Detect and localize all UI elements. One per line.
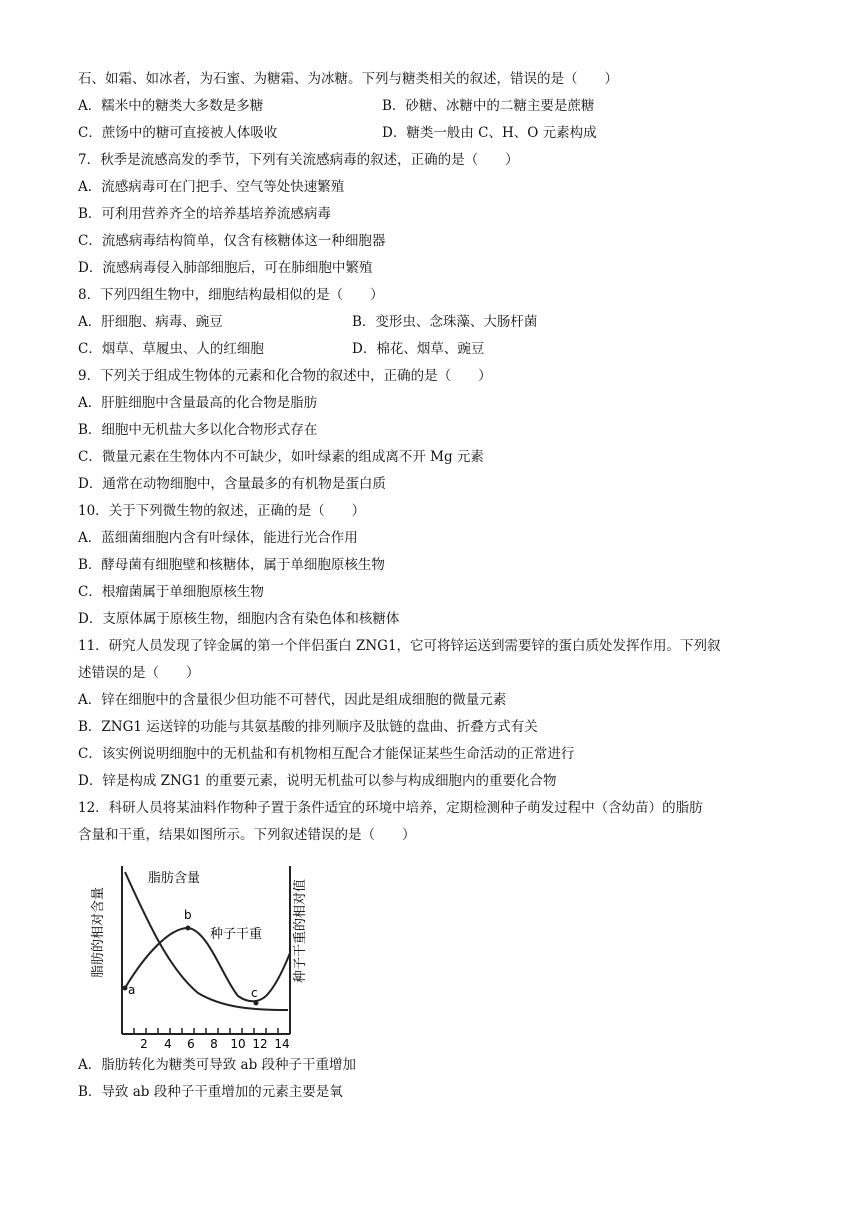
q12-option-a: A．脂肪转化为糖类可导致 ab 段种子干重增加 xyxy=(78,1057,357,1073)
q12-stem-line1: 12．科研人员将某油料作物种子置于条件适宜的环境中培养，定期检测种子萌发过程中（含幼苗）的脂肪 xyxy=(78,800,703,816)
q7-option-d: D．流感病毒侵入肺部细胞后，可在肺细胞中繁殖 xyxy=(78,260,373,276)
q10-option-b: B．酵母菌有细胞壁和核糖体，属于单细胞原核生物 xyxy=(78,557,385,573)
dry-weight-curve xyxy=(125,928,290,1001)
q9-option-d: D．通常在动物细胞中，含量最多的有机物是蛋白质 xyxy=(78,476,386,492)
q7-option-b: B．可利用营养齐全的培养基培养流感病毒 xyxy=(78,206,331,222)
q11-option-b: B．ZNG1 运送锌的功能与其氨基酸的排列顺序及肽链的盘曲、折叠方式有关 xyxy=(78,719,538,735)
q12-graph xyxy=(88,858,308,1048)
q11-option-a: A．锌在细胞中的含量很少但功能不可替代，因此是组成细胞的微量元素 xyxy=(78,692,507,708)
q12-option-b: B．导致 ab 段种子干重增加的元素主要是氧 xyxy=(78,1084,343,1100)
x-tick-6: 6 xyxy=(187,1037,195,1048)
q12-figure xyxy=(88,858,308,1048)
right-axis-label: 种子干重的相对值 xyxy=(293,878,308,983)
x-tick-8: 8 xyxy=(210,1037,218,1048)
q7-stem: 7．秋季是流感高发的季节，下列有关流感病毒的叙述，正确的是（ ） xyxy=(78,152,519,168)
q6-option-a: A．糯米中的糖类大多数是多糖 xyxy=(78,98,264,114)
q11-option-d: D．锌是构成 ZNG1 的重要元素，说明无机盐可以参与构成细胞内的重要化合物 xyxy=(78,773,557,789)
q10-option-c: C．根瘤菌属于单细胞原核生物 xyxy=(78,584,264,600)
point-a-label: a xyxy=(128,983,136,997)
q10-option-d: D．支原体属于原核生物，细胞内含有染色体和核糖体 xyxy=(78,611,400,627)
left-axis-label: 脂肪的相对含量 xyxy=(91,886,106,978)
q11-option-c: C．该实例说明细胞中的无机盐和有机物相互配合才能保证某些生命活动的正常进行 xyxy=(78,746,575,762)
point-c-dot xyxy=(254,1001,259,1006)
q8-stem: 8．下列四组生物中，细胞结构最相似的是（ ） xyxy=(78,287,384,303)
x-tick-14: 14 xyxy=(274,1037,290,1048)
q11-stem-line2: 述错误的是（ ） xyxy=(78,665,200,681)
point-a-dot xyxy=(123,986,128,991)
q6-option-d: D．糖类一般由 C、H、O 元素构成 xyxy=(382,125,597,141)
point-b-label: b xyxy=(184,908,192,922)
q10-stem: 10．关于下列微生物的叙述，正确的是（ ） xyxy=(78,503,366,519)
q6-option-c: C．蔗饧中的糖可直接被人体吸收 xyxy=(78,125,278,141)
fat-curve-label: 脂肪含量 xyxy=(148,871,201,886)
q8-option-d: D．棉花、烟草、豌豆 xyxy=(352,341,485,357)
q6-stem-tail: 石、如霜、如冰者，为石蜜、为糖霜、为冰糖。下列与糖类相关的叙述，错误的是（ ） xyxy=(78,71,618,87)
q7-option-c: C．流感病毒结构简单，仅含有核糖体这一种细胞器 xyxy=(78,233,386,249)
x-tick-2: 2 xyxy=(140,1037,148,1048)
q7-option-a: A．流感病毒可在门把手、空气等处快速繁殖 xyxy=(78,179,345,195)
point-c-label: c xyxy=(251,986,258,1000)
q9-option-a: A．肝脏细胞中含量最高的化合物是脂肪 xyxy=(78,395,318,411)
x-tick-4: 4 xyxy=(164,1037,172,1048)
q11-stem-line1: 11．研究人员发现了锌金属的第一个伴侣蛋白 ZNG1，它可将锌运送到需要锌的蛋白质处发挥作用。下列叙 xyxy=(78,638,721,654)
q10-option-a: A．蓝细菌细胞内含有叶绿体，能进行光合作用 xyxy=(78,530,358,546)
q8-option-a: A．肝细胞、病毒、豌豆 xyxy=(78,314,223,330)
weight-curve-label: 种子干重 xyxy=(210,927,263,942)
x-tick-10: 10 xyxy=(230,1037,246,1048)
q9-option-c: C．微量元素在生物体内不可缺少，如叶绿素的组成离不开 Mg 元素 xyxy=(78,449,484,465)
point-b-dot xyxy=(186,926,191,931)
q9-stem: 9．下列关于组成生物体的元素和化合物的叙述中，正确的是（ ） xyxy=(78,368,492,384)
x-tick-12: 12 xyxy=(252,1037,268,1048)
q8-option-c: C．烟草、草履虫、人的红细胞 xyxy=(78,341,264,357)
q8-option-b: B．变形虫、念珠藻、大肠杆菌 xyxy=(352,314,538,330)
q9-option-b: B．细胞中无机盐大多以化合物形式存在 xyxy=(78,422,318,438)
q12-stem-line2: 含量和干重，结果如图所示。下列叙述错误的是（ ） xyxy=(78,827,416,843)
q6-option-b: B．砂糖、冰糖中的二糖主要是蔗糖 xyxy=(382,98,595,114)
